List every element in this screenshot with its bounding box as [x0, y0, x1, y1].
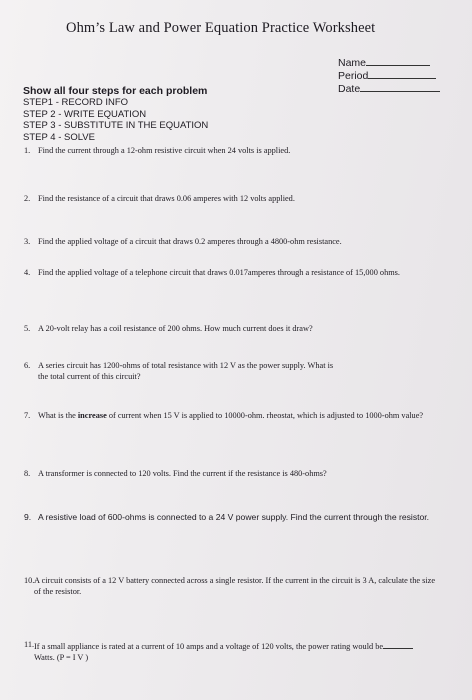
question-number: 6. — [24, 361, 31, 370]
instructions-heading: Show all four steps for each problem — [23, 85, 208, 97]
name-label: Name — [338, 57, 367, 69]
question-2 — [24, 194, 454, 205]
question-number: 11. — [24, 640, 35, 649]
question-number: 2. — [24, 194, 31, 203]
worksheet-title: Ohm’s Law and Power Equation Practice Worksheet — [66, 20, 376, 36]
answer-blank[interactable] — [383, 640, 413, 649]
question-text: Find the resistance of a circuit that draws 0.06 amperes with 12 volts applied. — [38, 194, 295, 203]
question-number: 3. — [24, 237, 31, 246]
name-field[interactable] — [338, 55, 430, 69]
question-text: Find the current through a 12-ohm resistive circuit when 24 volts is applied. — [38, 146, 291, 155]
question-text-part: of current when 15 V is applied to 10000-ohm. rheostat, which is adjusted to 1000-ohm value? — [106, 411, 424, 420]
question-5 — [24, 324, 454, 335]
question-emphasis: increase — [77, 411, 107, 420]
question-10 — [24, 576, 454, 597]
question-number: 1. — [24, 146, 31, 155]
question-9 — [24, 512, 454, 523]
question-text: Find the applied voltage of a circuit that draws 0.2 amperes through a 4800-ohm resistance. — [38, 237, 342, 246]
question-1 — [24, 146, 454, 157]
step-4: STEP 4 - SOLVE — [23, 131, 95, 143]
question-text: A resistive load of 600-ohms is connected to a 24 V power supply. Find the current through the resistor. — [38, 512, 430, 522]
question-text: A 20-volt relay has a coil resistance of 200 ohms. How much current does it draw? — [38, 324, 313, 333]
question-8 — [24, 469, 454, 480]
question-number: 9. — [24, 512, 32, 522]
date-label: Date — [338, 83, 361, 95]
instructions — [23, 85, 208, 143]
period-label: Period — [338, 70, 369, 82]
date-line[interactable] — [360, 81, 440, 92]
question-text-part: If a small appliance is rated at a current of 10 amps and a voltage of 120 volts, the power rating would be — [34, 642, 384, 651]
name-line[interactable] — [366, 55, 430, 66]
question-11 — [24, 640, 454, 663]
question-number: 5. — [24, 324, 31, 333]
question-number: 7. — [24, 411, 31, 420]
question-text: A circuit consists of a 12 V battery connected across a single resistor. If the current in the circuit is 3 A, calculate the size of the resistor. — [34, 576, 436, 596]
question-text-part: What is the — [38, 411, 78, 420]
question-text: Find the applied voltage of a telephone circuit that draws 0.017amperes through a resistance of 15,000 ohms. — [38, 268, 400, 277]
question-number: 4. — [24, 268, 31, 277]
step-2: STEP 2 - WRITE EQUATION — [23, 108, 147, 120]
period-line[interactable] — [368, 68, 436, 79]
question-number: 10. — [24, 576, 35, 585]
question-text — [38, 411, 448, 422]
period-field[interactable] — [338, 68, 436, 82]
question-text — [34, 640, 414, 663]
question-number: 8. — [24, 469, 31, 478]
step-3: STEP 3 - SUBSTITUTE IN THE EQUATION — [23, 120, 209, 131]
question-text: A series circuit has 1200-ohms of total resistance with 12 V as the power supply. What is the total current of this circuit? — [38, 361, 334, 381]
question-3 — [24, 237, 454, 248]
question-6 — [24, 361, 454, 382]
question-text-part: Watts. (P = I V ) — [34, 652, 89, 662]
question-7 — [24, 411, 454, 422]
question-4 — [24, 268, 454, 279]
date-field[interactable] — [338, 81, 440, 95]
question-text: A transformer is connected to 120 volts. Find the current if the resistance is 480-ohms? — [38, 469, 327, 478]
step-1: STEP1 - RECORD INFO — [23, 97, 129, 108]
